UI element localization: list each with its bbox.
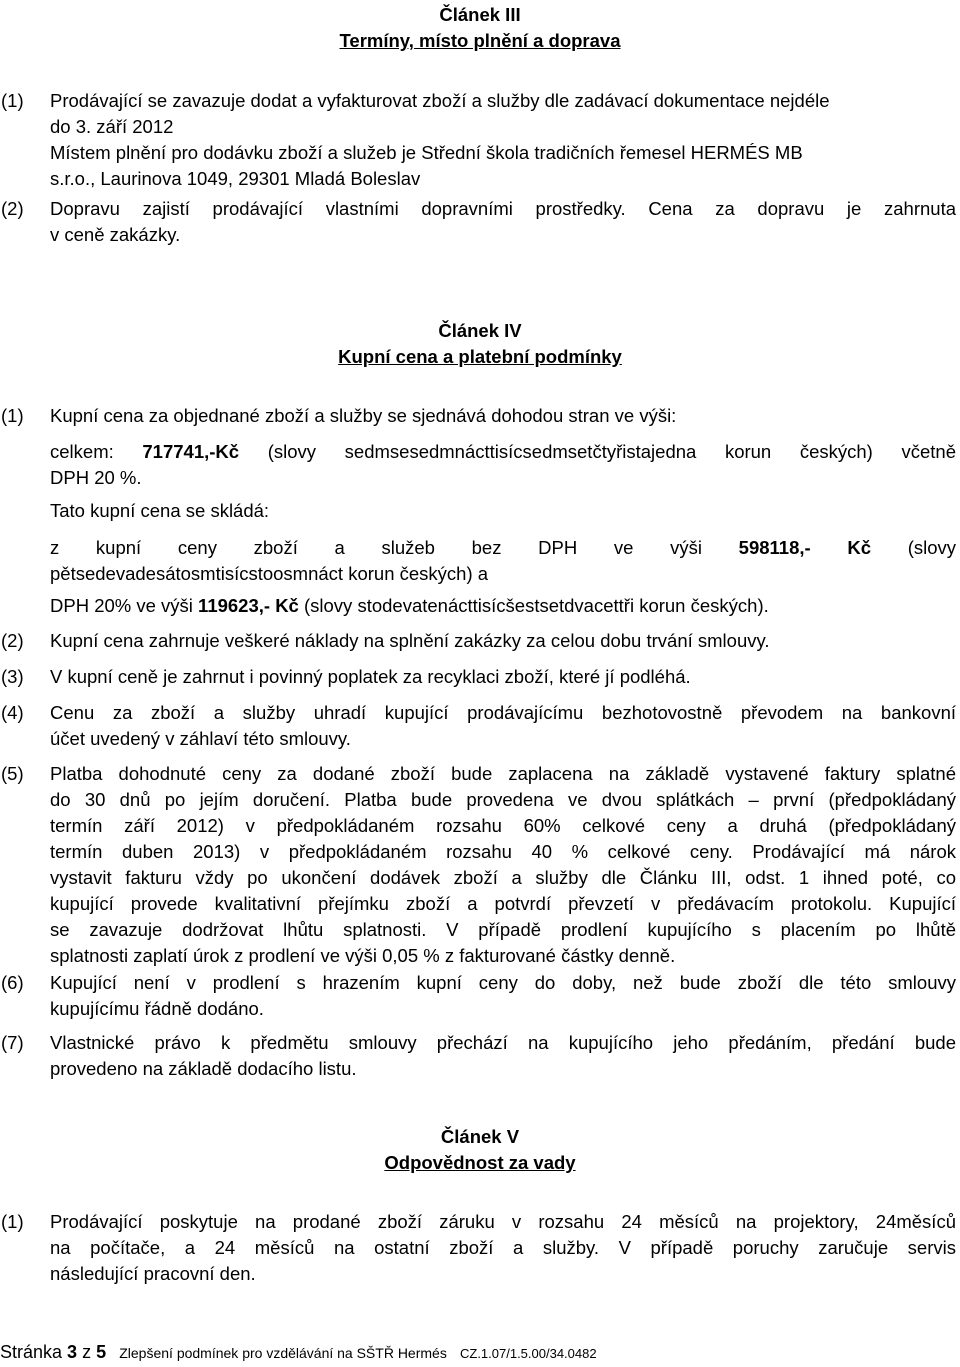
article-4-title: Článek IV — [438, 320, 522, 341]
text-line: celkem: 717741,-Kč (slovy sedmsesedmnácttisícsedmsetčtyřistajedna korun českých) včetně — [50, 441, 956, 462]
text-line: Kupní cena zahrnuje veškeré náklady na splnění zakázky za celou dobu trvání smlouvy. — [50, 630, 770, 651]
paragraph-number: (7) — [1, 1032, 24, 1053]
text-line: Prodávající se zavazuje dodat a vyfakturovat zboží a služby dle zadávací dokumentace nejdéle — [50, 90, 830, 111]
text-line: Vlastnické právo k předmětu smlouvy přechází na kupujícího jeho předáním, předání bude — [50, 1032, 956, 1053]
article-4-heading — [0, 318, 960, 370]
text-line: termín září 2012) v předpokládaném rozsahu 60% celkové ceny a druhá (předpokládaný — [50, 815, 956, 836]
article-3-heading — [0, 2, 960, 54]
text-line: do 30 dnů po jejím doručení. Platba bude provedena ve dvou splátkách – první (předpokládaný — [50, 789, 956, 810]
text-line: pětsedevadesátosmtisícstoosmnáct korun českých) a — [50, 563, 489, 584]
page-number: Stránka 3 z 5 — [0, 1342, 107, 1362]
text-line: následující pracovní den. — [50, 1263, 256, 1284]
paragraph-number: (1) — [1, 1211, 24, 1232]
base-amount: 598118,- Kč — [738, 537, 871, 558]
article-4-subtitle: Kupní cena a platební podmínky — [338, 346, 622, 367]
text-line: účet uvedený v záhlaví této smlouvy. — [50, 728, 351, 749]
text-line: kupujícímu řádně dodáno. — [50, 998, 264, 1019]
text-line: Kupující není v prodlení s hrazením kupní ceny do doby, než bude zboží dle této smlouvy — [50, 972, 956, 993]
text-line: s.r.o., Laurinova 1049, 29301 Mladá Boleslav — [50, 168, 421, 189]
text-line: Kupní cena za objednané zboží a služby se sjednává dohodou stran ve výši: — [50, 405, 677, 426]
paragraph-number: (6) — [1, 972, 24, 993]
paragraph-number: (1) — [1, 90, 24, 111]
total-amount: 717741,-Kč — [142, 441, 240, 462]
article-3-subtitle: Termíny, místo plnění a doprava — [339, 30, 621, 51]
text-line: Platba dohodnuté ceny za dodané zboží bude zaplacena na základě vystavené faktury splatné — [50, 763, 956, 784]
paragraph-number: (2) — [1, 198, 24, 219]
text-line: Cenu za zboží a služby uhradí kupující prodávajícímu bezhotovostně převodem na bankovní — [50, 702, 956, 723]
text-line: splatnosti zaplatí úrok z prodlení ve výši 0,05 % z fakturované částky denně. — [50, 945, 676, 966]
text-line: kupující provede kvalitativní přejímku zboží a potvrdí převzetí v předávacím protokolu. Kupující — [50, 893, 956, 914]
text-line: provedeno na základě dodacího listu. — [50, 1058, 357, 1079]
page-footer — [0, 1339, 960, 1367]
text-line: DPH 20 %. — [50, 467, 142, 488]
article-5-title: Článek V — [440, 1126, 520, 1147]
text-line: z kupní ceny zboží a služeb bez DPH ve výši 598118,- Kč (slovy — [50, 537, 956, 558]
text-line: DPH 20% ve výši 119623,- Kč (slovy stodevatenácttisícšestsetdvacettři korun českých). — [50, 595, 769, 616]
paragraph-number: (5) — [1, 763, 24, 784]
text-line: Dopravu zajistí prodávající vlastními dopravními prostředky. Cena za dopravu je zahrnuta — [50, 198, 956, 219]
text-line: se zavazuje dodržovat lhůtu splatnosti. V případě prodlení kupujícího s placením po lhůtě — [50, 919, 956, 940]
paragraph-number: (2) — [1, 630, 24, 651]
text-line: v ceně zakázky. — [50, 224, 181, 245]
paragraph-number: (4) — [1, 702, 24, 723]
text-line: V kupní ceně je zahrnut i povinný poplatek za recyklaci zboží, které jí podléhá. — [50, 666, 691, 687]
text-line: do 3. září 2012 — [50, 116, 174, 137]
article-5-subtitle: Odpovědnost za vady — [384, 1152, 576, 1173]
text-line: termín duben 2013) v předpokládaném rozsahu 40 % celkové ceny. Prodávající má nárok — [50, 841, 956, 862]
vat-amount: 119623,- Kč — [198, 595, 299, 616]
text-line: Místem plnění pro dodávku zboží a služeb je Střední škola tradičních řemesel HERMÉS MB — [50, 142, 803, 163]
project-code: CZ.1.07/1.5.00/34.0482 — [459, 1346, 597, 1361]
text-line: vystavit fakturu vždy po ukončení dodávek zboží a služby dle Článku III, odst. 1 ihned poté, co — [50, 867, 956, 888]
text-line: Tato kupní cena se skládá: — [50, 500, 270, 521]
paragraph-number: (3) — [1, 666, 24, 687]
article-5-heading — [0, 1124, 960, 1176]
text-line: Prodávající poskytuje na prodané zboží záruku v rozsahu 24 měsíců na projektory, 24měsíců — [50, 1211, 956, 1232]
paragraph-number: (1) — [1, 405, 24, 426]
text-line: na počítače, a 24 měsíců na ostatní zboží a služby. V případě poruchy zaručuje servis — [50, 1237, 956, 1258]
article-3-title: Článek III — [439, 4, 521, 25]
project-name: Zlepšení podmínek pro vzdělávání na SŠTŘ Hermés — [119, 1345, 447, 1361]
